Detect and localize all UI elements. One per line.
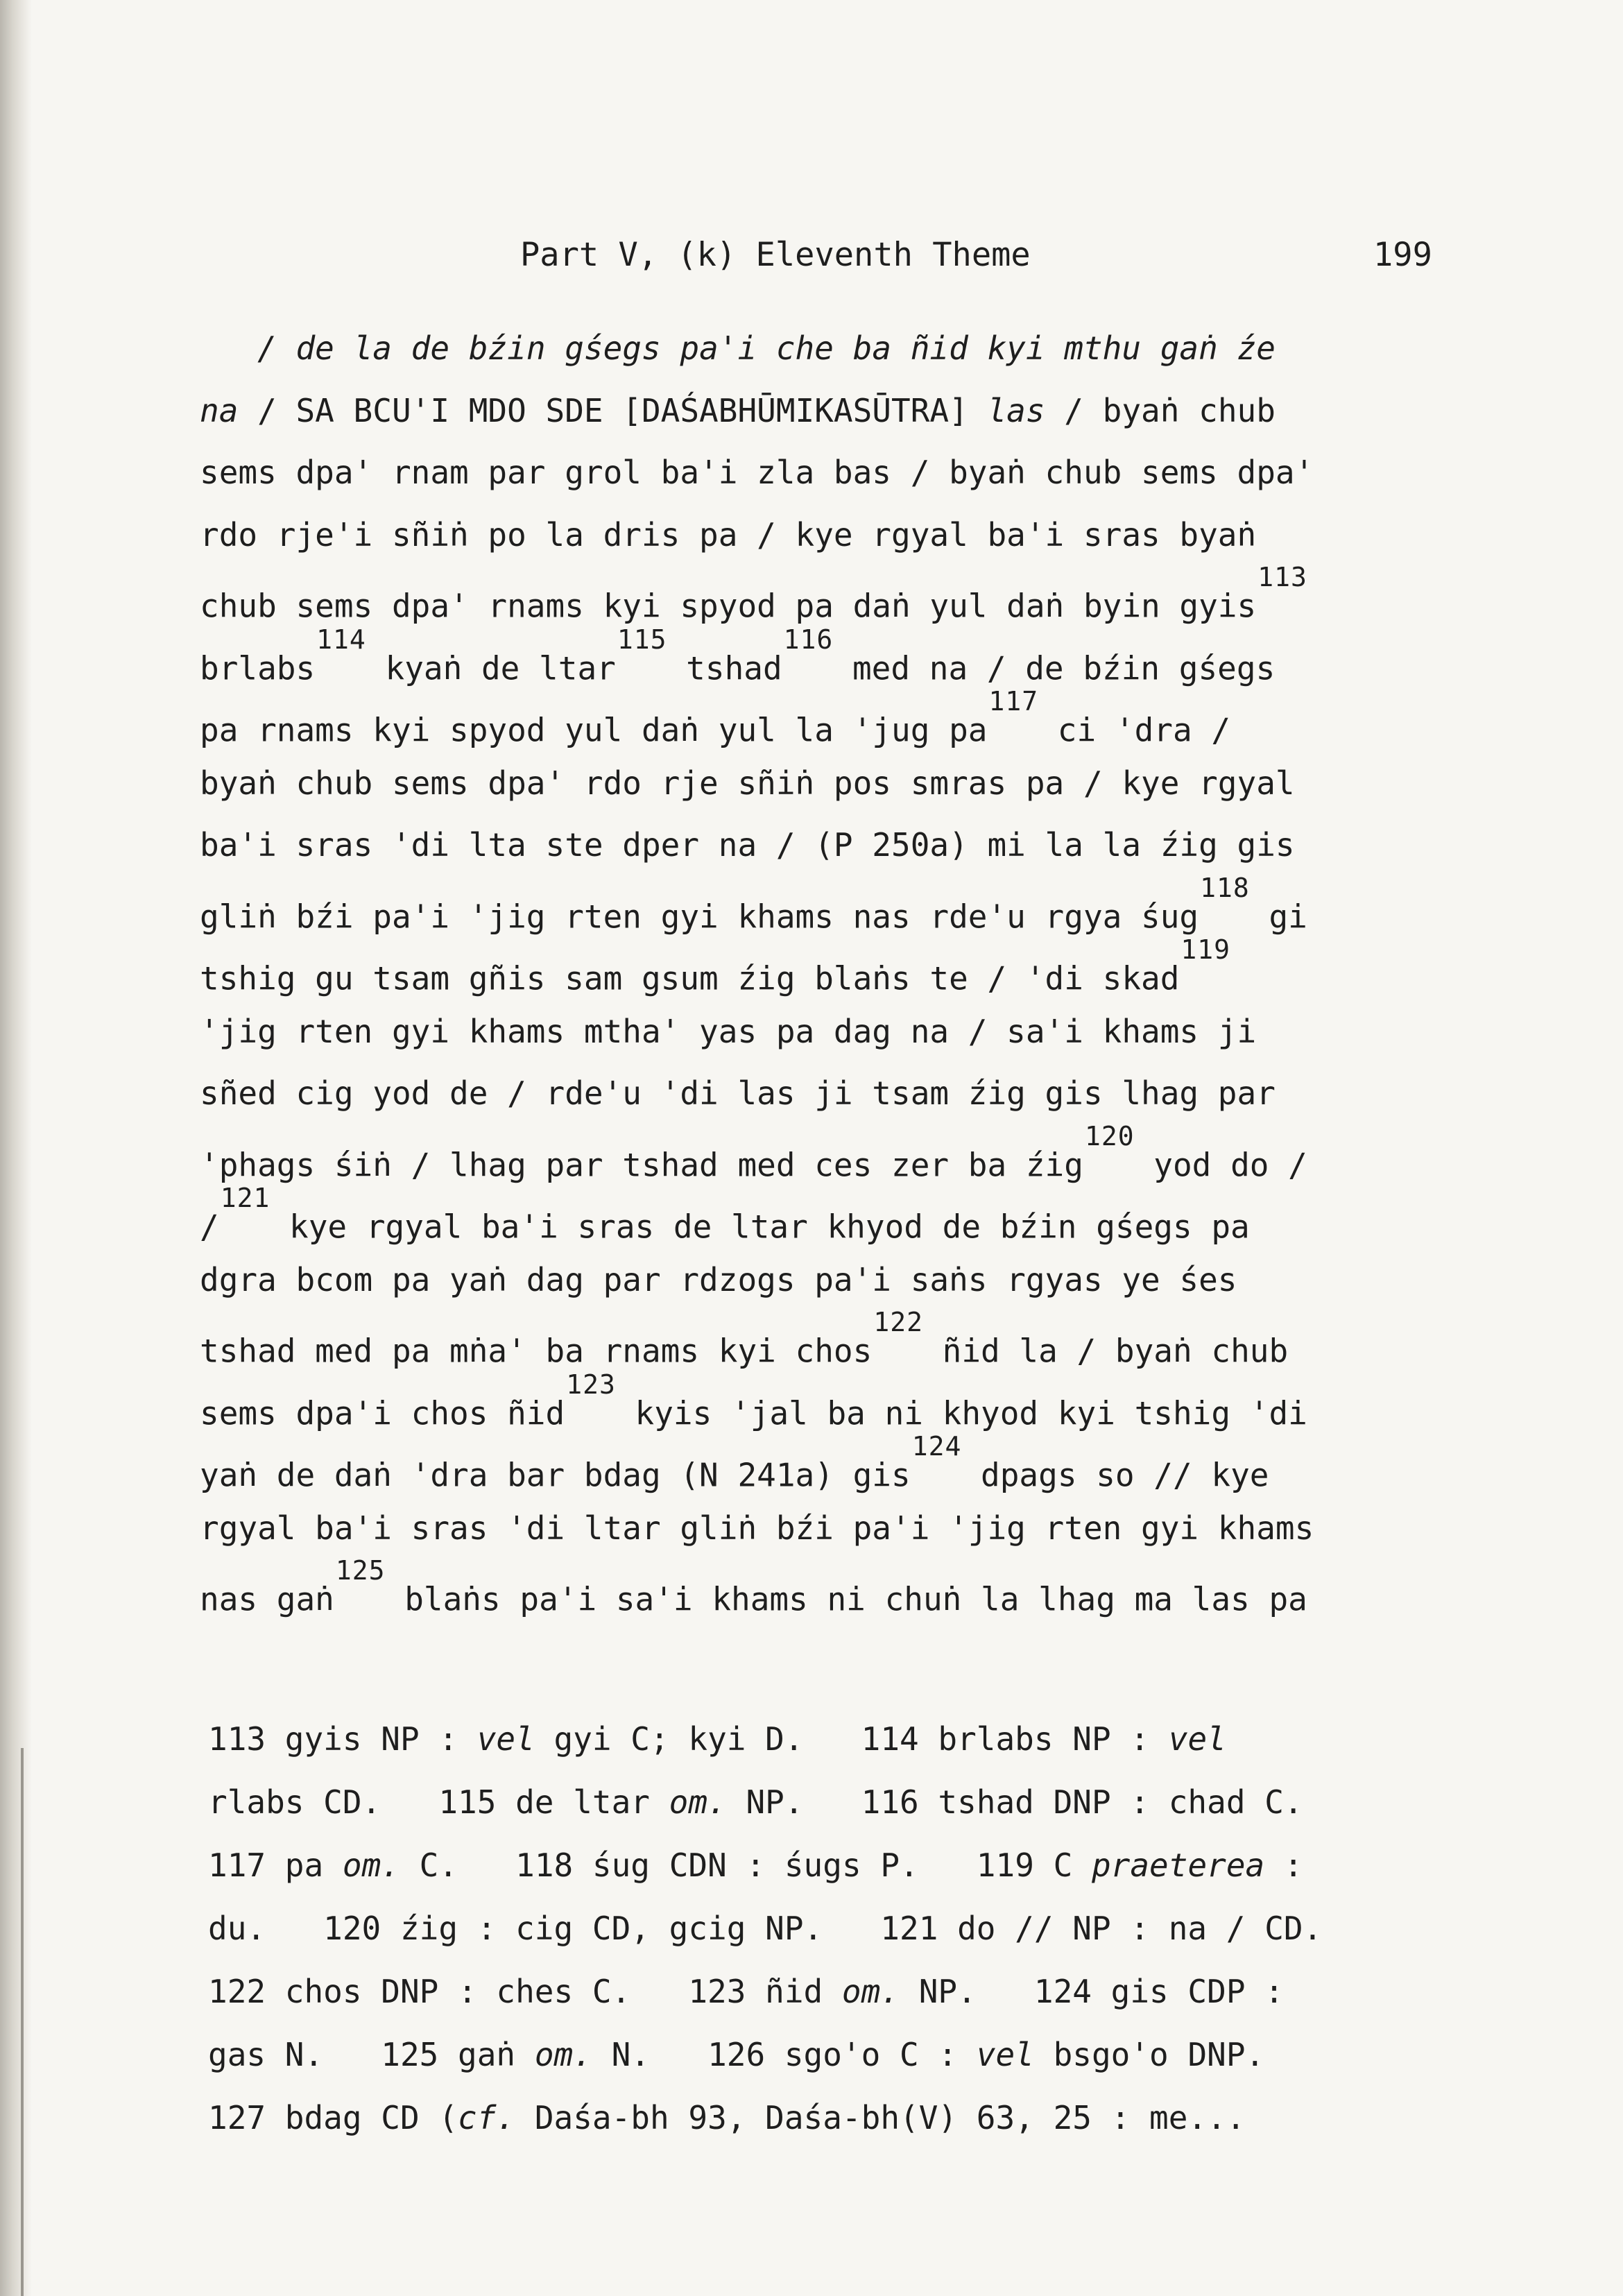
text-run: / [200, 1208, 219, 1246]
text-run: yod do / [1134, 1145, 1307, 1183]
text-run: 'jig rten gyi khams mtha' yas pa dag na / sa'i khams ji [200, 1012, 1257, 1050]
text-run: gyi C; kyi D. 114 brlabs NP : [534, 1720, 1169, 1758]
text-run: : [1264, 1847, 1303, 1884]
text-run: pa rnams kyi spyod yul daṅ yul la 'jug pa [200, 711, 988, 749]
text-line [200, 624, 1469, 691]
text-run: rgyal ba'i sras 'di ltar gliṅ bźi pa'i 'jig rten gyi khams [200, 1509, 1314, 1547]
text-run: rdo rje'i sñiṅ po la dris pa / kye rgyal ba'i sras byaṅ [200, 515, 1257, 554]
text-line [200, 1249, 1469, 1312]
text-run: bsgo'o DNP. [1033, 2036, 1265, 2073]
text-line [200, 814, 1469, 877]
text-line [200, 1555, 1469, 1622]
text-run: 113 gyis NP : [208, 1720, 477, 1758]
footnote-marker: 121 [220, 1183, 270, 1213]
text-run: kye rgyal ba'i sras de ltar khyod de bźin gśegs pa [270, 1208, 1250, 1246]
text-run: chub sems dpa' rnams kyi spyod pa daṅ yul daṅ byin gyis [200, 587, 1257, 625]
text-run: / byaṅ chub [1045, 391, 1276, 429]
text-run: ba'i sras 'di lta ste dper na / (P 250a) mi la la źig gis [200, 826, 1295, 864]
running-title: Part V, (k) Eleventh Theme [520, 236, 1031, 274]
footnote-line [208, 1834, 1477, 1897]
text-line [200, 562, 1469, 628]
text-run: gi [1249, 897, 1307, 935]
text-run: kyaṅ de ltar [366, 649, 616, 687]
footnote-marker: 122 [873, 1307, 923, 1337]
footnote-line [208, 1897, 1477, 1960]
text-line [200, 686, 1469, 753]
text-run: byaṅ chub sems dpa' rdo rje sñiṅ pos smras pa / kye rgyal [200, 764, 1295, 802]
text-line [200, 872, 1469, 939]
italic-text: om. [841, 1973, 900, 2010]
text-run: gliṅ bźi pa'i 'jig rten gyi khams nas rde'u rgya śug [200, 897, 1199, 935]
text-line [200, 753, 1469, 815]
footnotes [208, 1708, 1477, 2150]
text-run: tshad [667, 649, 782, 687]
text-line [200, 1431, 1469, 1498]
running-header [0, 236, 1623, 291]
text-run: Daśa-bh 93, Daśa-bh(V) 63, 25 : me... [515, 2099, 1246, 2136]
text-line [200, 934, 1469, 1001]
italic-text: vel [476, 1720, 535, 1758]
text-run: N. 126 sgo'o C : [592, 2036, 977, 2073]
text-run: 'phags śiṅ / lhag par tshad med ces zer ba źig [200, 1145, 1083, 1183]
footnote-marker: 125 [335, 1555, 386, 1586]
footnote-marker: 116 [783, 624, 834, 655]
footnote-line [208, 1960, 1477, 2023]
text-run: NP. 124 gis CDP : [900, 1973, 1284, 2010]
italic-text: om. [342, 1847, 400, 1884]
text-line [200, 1369, 1469, 1436]
italic-text: cf. [458, 2099, 516, 2136]
footnote-line [208, 2023, 1477, 2087]
text-run: yaṅ de daṅ 'dra bar bdag (N 241a) gis [200, 1456, 911, 1494]
italic-text: na [200, 391, 239, 429]
text-run: C. 118 śug CDN : śugs P. 119 C [400, 1847, 1092, 1884]
page-binding-shadow [0, 0, 32, 2296]
footnote-marker: 113 [1257, 562, 1307, 592]
text-line [200, 504, 1469, 567]
text-run: kyis 'jal ba ni khyod kyi tshig 'di [615, 1394, 1307, 1432]
text-run: med na / de bźin gśegs [833, 649, 1276, 687]
text-run: nas gaṅ [200, 1580, 334, 1618]
text-run: dgra bcom pa yaṅ dag par rdzogs pa'i saṅs rgyas ye śes [200, 1260, 1237, 1299]
text-run: brlabs [200, 649, 316, 687]
italic-text: om. [534, 2036, 592, 2073]
page-binding-line [21, 1748, 24, 2296]
footnote-marker: 124 [911, 1431, 962, 1462]
italic-text: las [987, 391, 1045, 429]
text-run [200, 329, 257, 367]
text-line [200, 1001, 1469, 1063]
footnote-marker: 114 [316, 624, 366, 655]
text-run: / SA BCU'I MDO SDE [DAŚABHŪMIKASŪTRA] [238, 391, 988, 429]
footnote-marker: 117 [988, 686, 1039, 717]
main-text [200, 318, 1469, 1622]
text-run: sems dpa'i chos ñid [200, 1394, 565, 1432]
text-run: ñid la / byaṅ chub [922, 1332, 1289, 1370]
text-run: 117 pa [208, 1847, 343, 1884]
text-line [200, 442, 1469, 504]
footnote-line [208, 1708, 1477, 1771]
text-line [200, 1183, 1469, 1249]
footnote-marker: 115 [617, 624, 667, 655]
text-run: 122 chos DNP : ches C. 123 ñid [208, 1973, 842, 2010]
text-run: 127 bdag CD ( [208, 2099, 458, 2136]
text-run: ci 'dra / [1038, 711, 1231, 749]
footnote-marker: 118 [1200, 872, 1250, 903]
text-run: tshig gu tsam gñis sam gsum źig blaṅs te / 'di skad [200, 959, 1180, 997]
text-run: dpags so // kye [961, 1456, 1269, 1494]
text-line [200, 318, 1469, 380]
text-run: du. 120 źig : cig CD, gcig NP. 121 do // NP : na / CD. [208, 1910, 1323, 1947]
footnote-line [208, 2087, 1477, 2150]
text-run: blaṅs pa'i sa'i khams ni chuṅ la lhag ma las pa [385, 1580, 1307, 1618]
text-run: gas N. 125 gaṅ [208, 2036, 535, 2073]
text-run: NP. 116 tshad DNP : chad C. [726, 1783, 1303, 1821]
text-line [200, 1307, 1469, 1373]
text-run: tshad med pa mṅa' ba rnams kyi chos [200, 1332, 873, 1370]
footnote-marker: 123 [566, 1369, 616, 1400]
text-run: sems dpa' rnam par grol ba'i zla bas / byaṅ chub sems dpa' [200, 454, 1314, 491]
text-line [200, 1120, 1469, 1188]
text-line [200, 1498, 1469, 1560]
footnote-line [208, 1771, 1477, 1834]
italic-text: praeterea [1091, 1847, 1265, 1884]
italic-text: vel [976, 2036, 1034, 2073]
text-line [200, 1063, 1469, 1125]
page-number: 199 [1373, 236, 1432, 274]
italic-text: vel [1168, 1720, 1226, 1758]
footnote-marker: 119 [1180, 934, 1231, 965]
text-run: rlabs CD. 115 de ltar [208, 1783, 669, 1821]
italic-text: / de la de bźin gśegs pa'i che ba ñid kyi mthu gaṅ źe [257, 329, 1276, 367]
italic-text: om. [669, 1783, 727, 1821]
footnote-marker: 120 [1084, 1120, 1135, 1151]
text-line [200, 380, 1469, 443]
text-run: sñed cig yod de / rde'u 'di las ji tsam źig gis lhag par [200, 1074, 1276, 1112]
